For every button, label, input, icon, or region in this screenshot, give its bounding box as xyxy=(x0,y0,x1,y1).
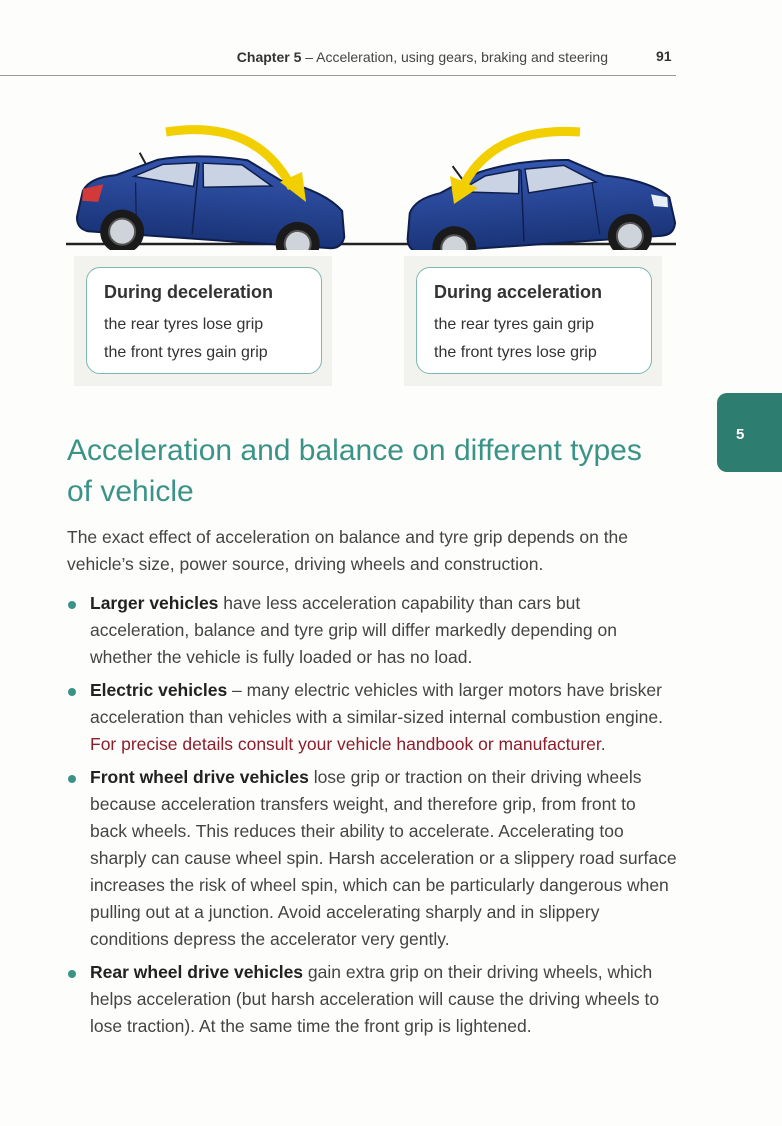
bullet-term: Electric vehicles xyxy=(90,680,228,700)
bullet-text: lose grip or traction on their driving wheels because acceleration transfers weight, and therefore grip, from front to back wheels. This reduces their ability to accelerate. Accelerating too sharply can cause wheel spin. Harsh acceleration or a slippery road surface increases the risk of wheel spin, which can be particularly dangerous when pulling out at a junction. Avoid accelerating sharply and in slippery conditions depress the accelerator very gently. xyxy=(90,767,677,949)
handbook-link[interactable]: For precise details consult your vehicle handbook or manufacturer xyxy=(90,734,601,754)
caption-line: the rear tyres gain grip xyxy=(434,316,595,333)
car-decelerating xyxy=(75,147,350,250)
bullet-term: Larger vehicles xyxy=(90,593,219,613)
chapter-title: – Acceleration, using gears, braking and steering xyxy=(301,49,608,65)
caption-title: During deceleration xyxy=(104,282,274,302)
page-number: 91 xyxy=(656,48,672,64)
bullet-icon xyxy=(68,775,76,783)
bullet-term: Rear wheel drive vehicles xyxy=(90,962,304,982)
caption-acceleration xyxy=(416,267,652,374)
caption-title: During acceleration xyxy=(434,282,603,302)
bullet-icon xyxy=(68,970,76,978)
intro-paragraph: The exact effect of acceleration on balance and tyre grip depends on the vehicle’s size, power source, driving wheels and construction. xyxy=(67,527,629,574)
bullet-text: gain extra grip on their driving wheels, which helps acceleration (but harsh acceleration will cause the driving wheels to lose traction). At the same time the front grip is lightened. xyxy=(90,962,660,1036)
list-item xyxy=(67,959,677,1040)
page-header xyxy=(0,0,676,76)
chapter-tab[interactable]: 5 xyxy=(717,393,782,472)
running-head xyxy=(237,49,608,65)
car-grip-illustration xyxy=(66,118,678,250)
section-heading: Acceleration and balance on different types of vehicle xyxy=(67,434,642,508)
bullet-text: have less acceleration capability than cars but acceleration, balance and tyre grip will differ markedly depending on whether the vehicle is fully loaded or has no load. xyxy=(90,593,617,667)
list-item xyxy=(67,764,677,953)
bullet-text-end: . xyxy=(600,734,606,754)
caption-deceleration xyxy=(86,267,322,374)
bullet-text: – many electric vehicles with larger motors have brisker acceleration than vehicles with a similar-sized internal combustion engine. xyxy=(90,680,663,727)
car-accelerating xyxy=(403,151,678,250)
caption-line: the front tyres gain grip xyxy=(104,344,268,361)
chapter-label: Chapter 5 xyxy=(236,49,302,65)
caption-line: the front tyres lose grip xyxy=(434,344,597,361)
caption-line: the rear tyres lose grip xyxy=(104,316,264,333)
list-item xyxy=(67,590,677,671)
bullet-icon xyxy=(68,601,76,609)
bullet-list xyxy=(67,590,677,1046)
bullet-icon xyxy=(68,688,76,696)
list-item xyxy=(67,677,677,758)
bullet-term: Front wheel drive vehicles xyxy=(90,767,309,787)
